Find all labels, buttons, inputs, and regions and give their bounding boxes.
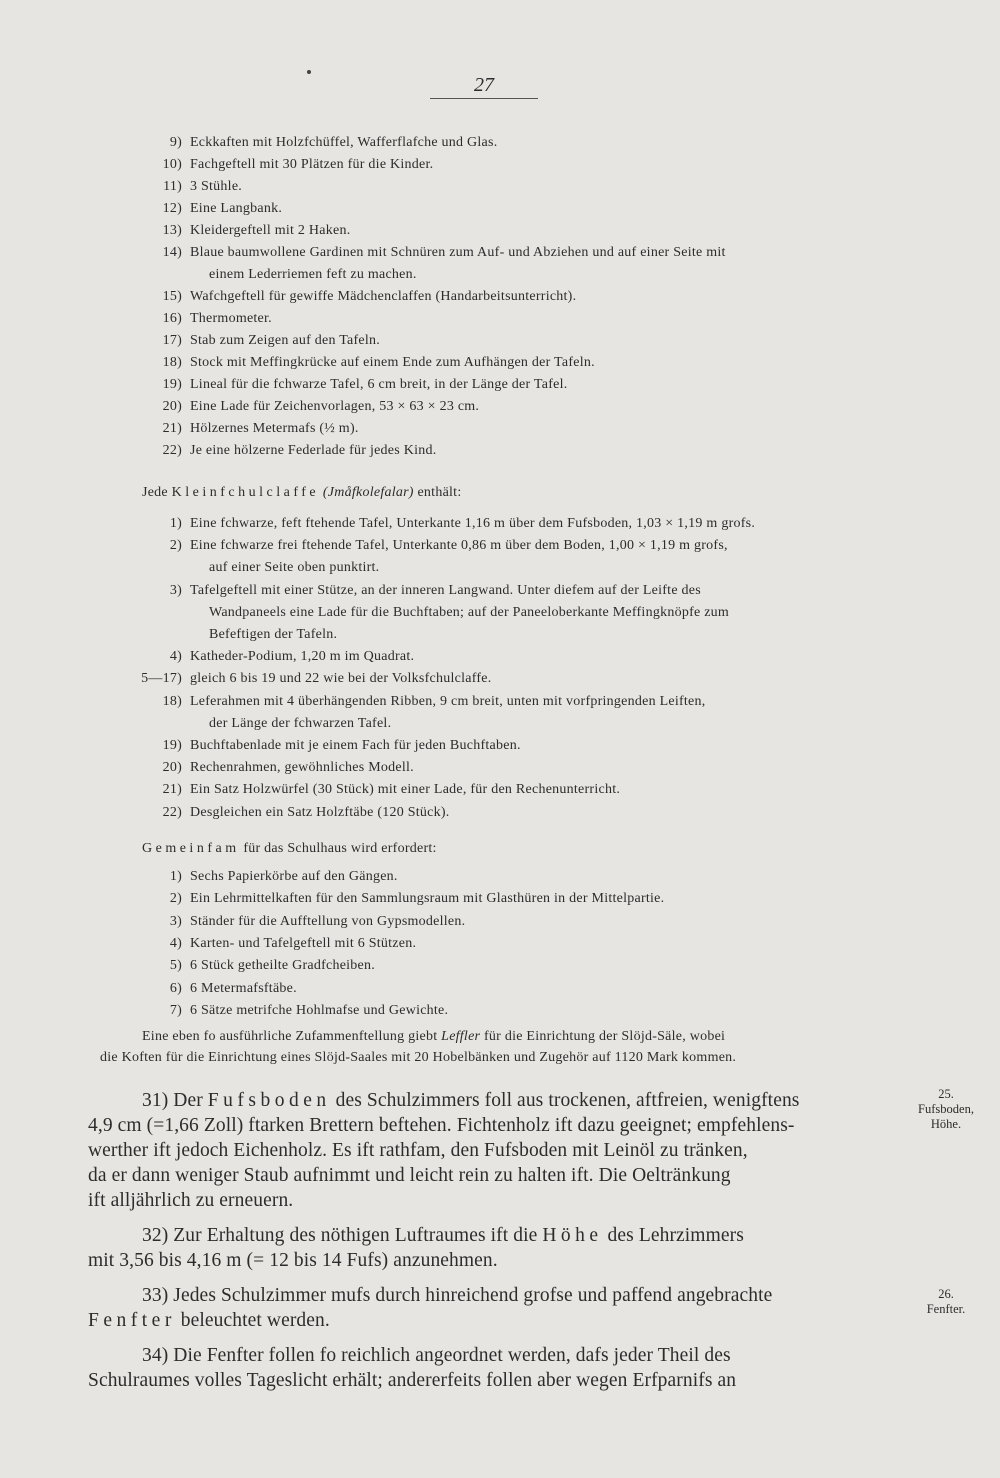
heading-c-spaced: Gemeinfam (142, 841, 240, 856)
closing-pre: Eine eben fo ausführliche Zufammenftellung giebt (142, 1029, 442, 1044)
list-item-text: 6 Sätze metrifche Hohlmafse und Gewichte. (190, 1002, 449, 1018)
list-item-text: 6 Metermafsftäbe. (190, 980, 297, 996)
list-item-text: Stab zum Zeigen auf den Tafeln. (190, 333, 381, 348)
list-item-text: Eine fchwarze, feft ftehende Tafel, Unterkante 1,16 m über dem Fufsboden, 1,03 × 1,19 m grofs. (190, 516, 756, 531)
list-item-continuation: Befeftigen der Tafeln. (209, 627, 338, 642)
list-item-number: 3) (169, 582, 182, 598)
list-item-text: Eckkaften mit Holzfchüffel, Wafferflafche und Glas. (190, 135, 498, 150)
list-item-continuation: der Länge der fchwarzen Tafel. (209, 715, 392, 731)
list-item-text: Tafelgeftell mit einer Stütze, an der inneren Langwand. Unter diefem auf der Leifte des (190, 582, 701, 598)
heading-b-paren: (Jmåfkolefalar) (322, 485, 414, 500)
para31-line1 (142, 1089, 800, 1113)
list-item-text: Eine Lade für Zeichenvorlagen, 53 × 63 × 23 cm. (190, 399, 480, 414)
para33-spaced: Fenfter (88, 1310, 176, 1331)
list-item-number: 1) (169, 516, 182, 531)
list-item-continuation: einem Lederriemen feft zu machen. (209, 267, 417, 282)
para31-post: des Schulzimmers foll aus trockenen, aftfreien, wenigftens (330, 1090, 800, 1111)
para31-spaced: Fufsboden (207, 1090, 331, 1111)
list-item-text: Thermometer. (190, 311, 272, 326)
heading-gemeinsam (142, 840, 437, 857)
para33-post: beleuchtet werden. (175, 1310, 330, 1331)
list-item-text: Sechs Papierkörbe auf den Gängen. (190, 869, 398, 884)
list-item-text: 3 Stühle. (190, 179, 243, 194)
para32-spaced: Höhe (542, 1225, 603, 1246)
page-number: 27 (430, 74, 538, 99)
list-item-number: 5—17) (141, 671, 182, 687)
list-item-number: 18) (162, 693, 182, 709)
list-item-number: 18) (162, 355, 182, 370)
list-item-number: 10) (162, 157, 182, 172)
list-item-text: gleich 6 bis 19 und 22 wie bei der Volksfchulclaffe. (190, 671, 492, 687)
list-item-number: 19) (162, 377, 182, 392)
list-item-text: Je eine hölzerne Federlade für jedes Kind. (190, 443, 437, 458)
list-item-text: Stock mit Meffingkrücke auf einem Ende zum Aufhängen der Tafeln. (190, 355, 595, 370)
para32-pre: 32) Zur Erhaltung des nöthigen Luftraumes ift die (142, 1225, 543, 1246)
list-item-text: Ständer für die Aufftellung von Gypsmodellen. (190, 913, 466, 929)
list-item-number: 15) (162, 289, 182, 304)
list-item-text: Desgleichen ein Satz Holzftäbe (120 Stück). (190, 804, 450, 820)
margin-note-number: 26. (938, 1287, 954, 1301)
list-item-text: Hölzernes Metermafs (½ m). (190, 421, 359, 436)
list-item-text: Ein Satz Holzwürfel (30 Stück) mit einer Lade, für den Rechenunterricht. (190, 782, 621, 798)
margin-note-label: Fufsboden, (918, 1102, 974, 1116)
closing-post: für die Einrichtung der Slöjd-Säle, wobei (480, 1029, 726, 1044)
margin-note-label: Höhe. (930, 1117, 962, 1131)
para33-line1: 33) Jedes Schulzimmer mufs durch hinreichend grofse und paffend angebrachte (142, 1285, 773, 1306)
list-item-number: 21) (162, 782, 182, 798)
list-item-number: 4) (169, 935, 182, 951)
list-item-text: Lineal für die fchwarze Tafel, 6 cm breit, in der Länge der Tafel. (190, 377, 568, 392)
para34-line1: 34) Die Fenfter follen fo reichlich angeordnet werden, dafs jeder Theil des (142, 1345, 731, 1366)
list-item-number: 17) (162, 333, 182, 348)
list-item-number: 20) (162, 399, 182, 414)
heading-b-pre: Jede (142, 485, 172, 500)
heading-kleinschulclasse (142, 484, 461, 501)
list-item-text: Fachgeftell mit 30 Plätzen für die Kinder. (190, 157, 434, 172)
closing-name: Leffler (441, 1029, 481, 1044)
margin-note-label: Fenfter. (926, 1302, 966, 1316)
para34-line2: Schulraumes volles Tageslicht erhält; andererfeits follen aber wegen Erfparnifs an (88, 1370, 737, 1391)
list-item-text: Buchftabenlade mit je einem Fach für jeden Buchftaben. (190, 738, 521, 753)
list-item-number: 13) (162, 223, 182, 238)
margin-note-number: 25. (938, 1087, 954, 1101)
list-item-text: 6 Stück getheilte Gradfcheiben. (190, 958, 376, 974)
list-item-number: 1) (169, 869, 182, 884)
ink-speck (307, 70, 311, 74)
list-item-text: Ein Lehrmittelkaften für den Sammlungsraum mit Glasthüren in der Mittelpartie. (190, 891, 665, 907)
list-item-text: Blaue baumwollene Gardinen mit Schnüren zum Auf- und Abziehen und auf einer Seite mit (190, 245, 726, 260)
closing-line-1 (142, 1028, 725, 1045)
para32-line2: mit 3,56 bis 4,16 m (= 12 bis 14 Fufs) anzunehmen. (88, 1250, 498, 1271)
heading-c-post: für das Schulhaus wird erfordert: (239, 841, 437, 856)
list-item-number: 4) (169, 649, 182, 665)
list-item-number: 22) (162, 804, 182, 820)
list-item-text: Eine fchwarze frei ftehende Tafel, Unterkante 0,86 m über dem Boden, 1,00 × 1,19 m grofs, (190, 538, 728, 554)
list-item-text: Leferahmen mit 4 überhängenden Ribben, 9 cm breit, unten mit vorfpringenden Leiften, (190, 693, 706, 709)
list-item-number: 14) (162, 245, 182, 260)
list-item-number: 11) (163, 179, 182, 194)
list-item-number: 20) (162, 760, 182, 776)
para31-line3: werther ift jedoch Eichenholz. Es ift rathfam, den Fufsboden mit Leinöl zu tränken, (88, 1140, 748, 1161)
para31-line5: ift alljährlich zu erneuern. (88, 1190, 294, 1211)
list-item-number: 19) (162, 738, 182, 753)
list-item-number: 5) (169, 958, 182, 974)
list-item-number: 3) (169, 913, 182, 929)
list-item-number: 21) (162, 421, 182, 436)
para31-line2: 4,9 cm (=1,66 Zoll) ftarken Brettern beftehen. Fichtenholz ift dazu geeignet; empfehlens- (88, 1115, 795, 1136)
heading-b-post: enthält: (413, 485, 462, 500)
list-item-number: 6) (169, 980, 182, 996)
list-item-text: Kleidergeftell mit 2 Haken. (190, 223, 351, 238)
list-item-number: 2) (169, 538, 182, 554)
list-item-continuation: Wandpaneels eine Lade für die Buchftaben; auf der Paneeloberkante Meffingknöpfe zum (209, 604, 730, 620)
list-item-number: 22) (162, 443, 182, 458)
list-item-text: Wafchgeftell für gewiffe Mädchenclaffen (Handarbeitsunterricht). (190, 289, 577, 304)
closing-line-2: die Koften für die Einrichtung eines Slöjd-Saales mit 20 Hobelbänken und Zugehör auf 1120 Mark kommen. (100, 1050, 737, 1065)
list-item-number: 16) (162, 311, 182, 326)
para32-line1 (142, 1224, 744, 1248)
heading-b-spaced: Kleinfchulclaffe (171, 485, 320, 500)
list-item-text: Rechenrahmen, gewöhnliches Modell. (190, 760, 414, 776)
margin-note-25 (906, 1087, 986, 1132)
para33-line2 (88, 1309, 330, 1333)
list-item-number: 12) (162, 201, 182, 216)
para32-post: des Lehrzimmers (602, 1225, 744, 1246)
list-item-text: Eine Langbank. (190, 201, 283, 216)
list-item-text: Karten- und Tafelgeftell mit 6 Stützen. (190, 935, 417, 951)
list-item-number: 7) (169, 1002, 182, 1018)
list-item-text: Katheder-Podium, 1,20 m im Quadrat. (190, 649, 415, 665)
para31-line4: da er dann weniger Staub aufnimmt und leicht rein zu halten ift. Die Oeltränkung (88, 1165, 731, 1186)
list-item-number: 9) (169, 135, 182, 150)
margin-note-26 (906, 1287, 986, 1317)
list-item-number: 2) (169, 891, 182, 907)
para31-pre: 31) Der (142, 1090, 208, 1111)
list-item-continuation: auf einer Seite oben punktirt. (209, 560, 380, 576)
